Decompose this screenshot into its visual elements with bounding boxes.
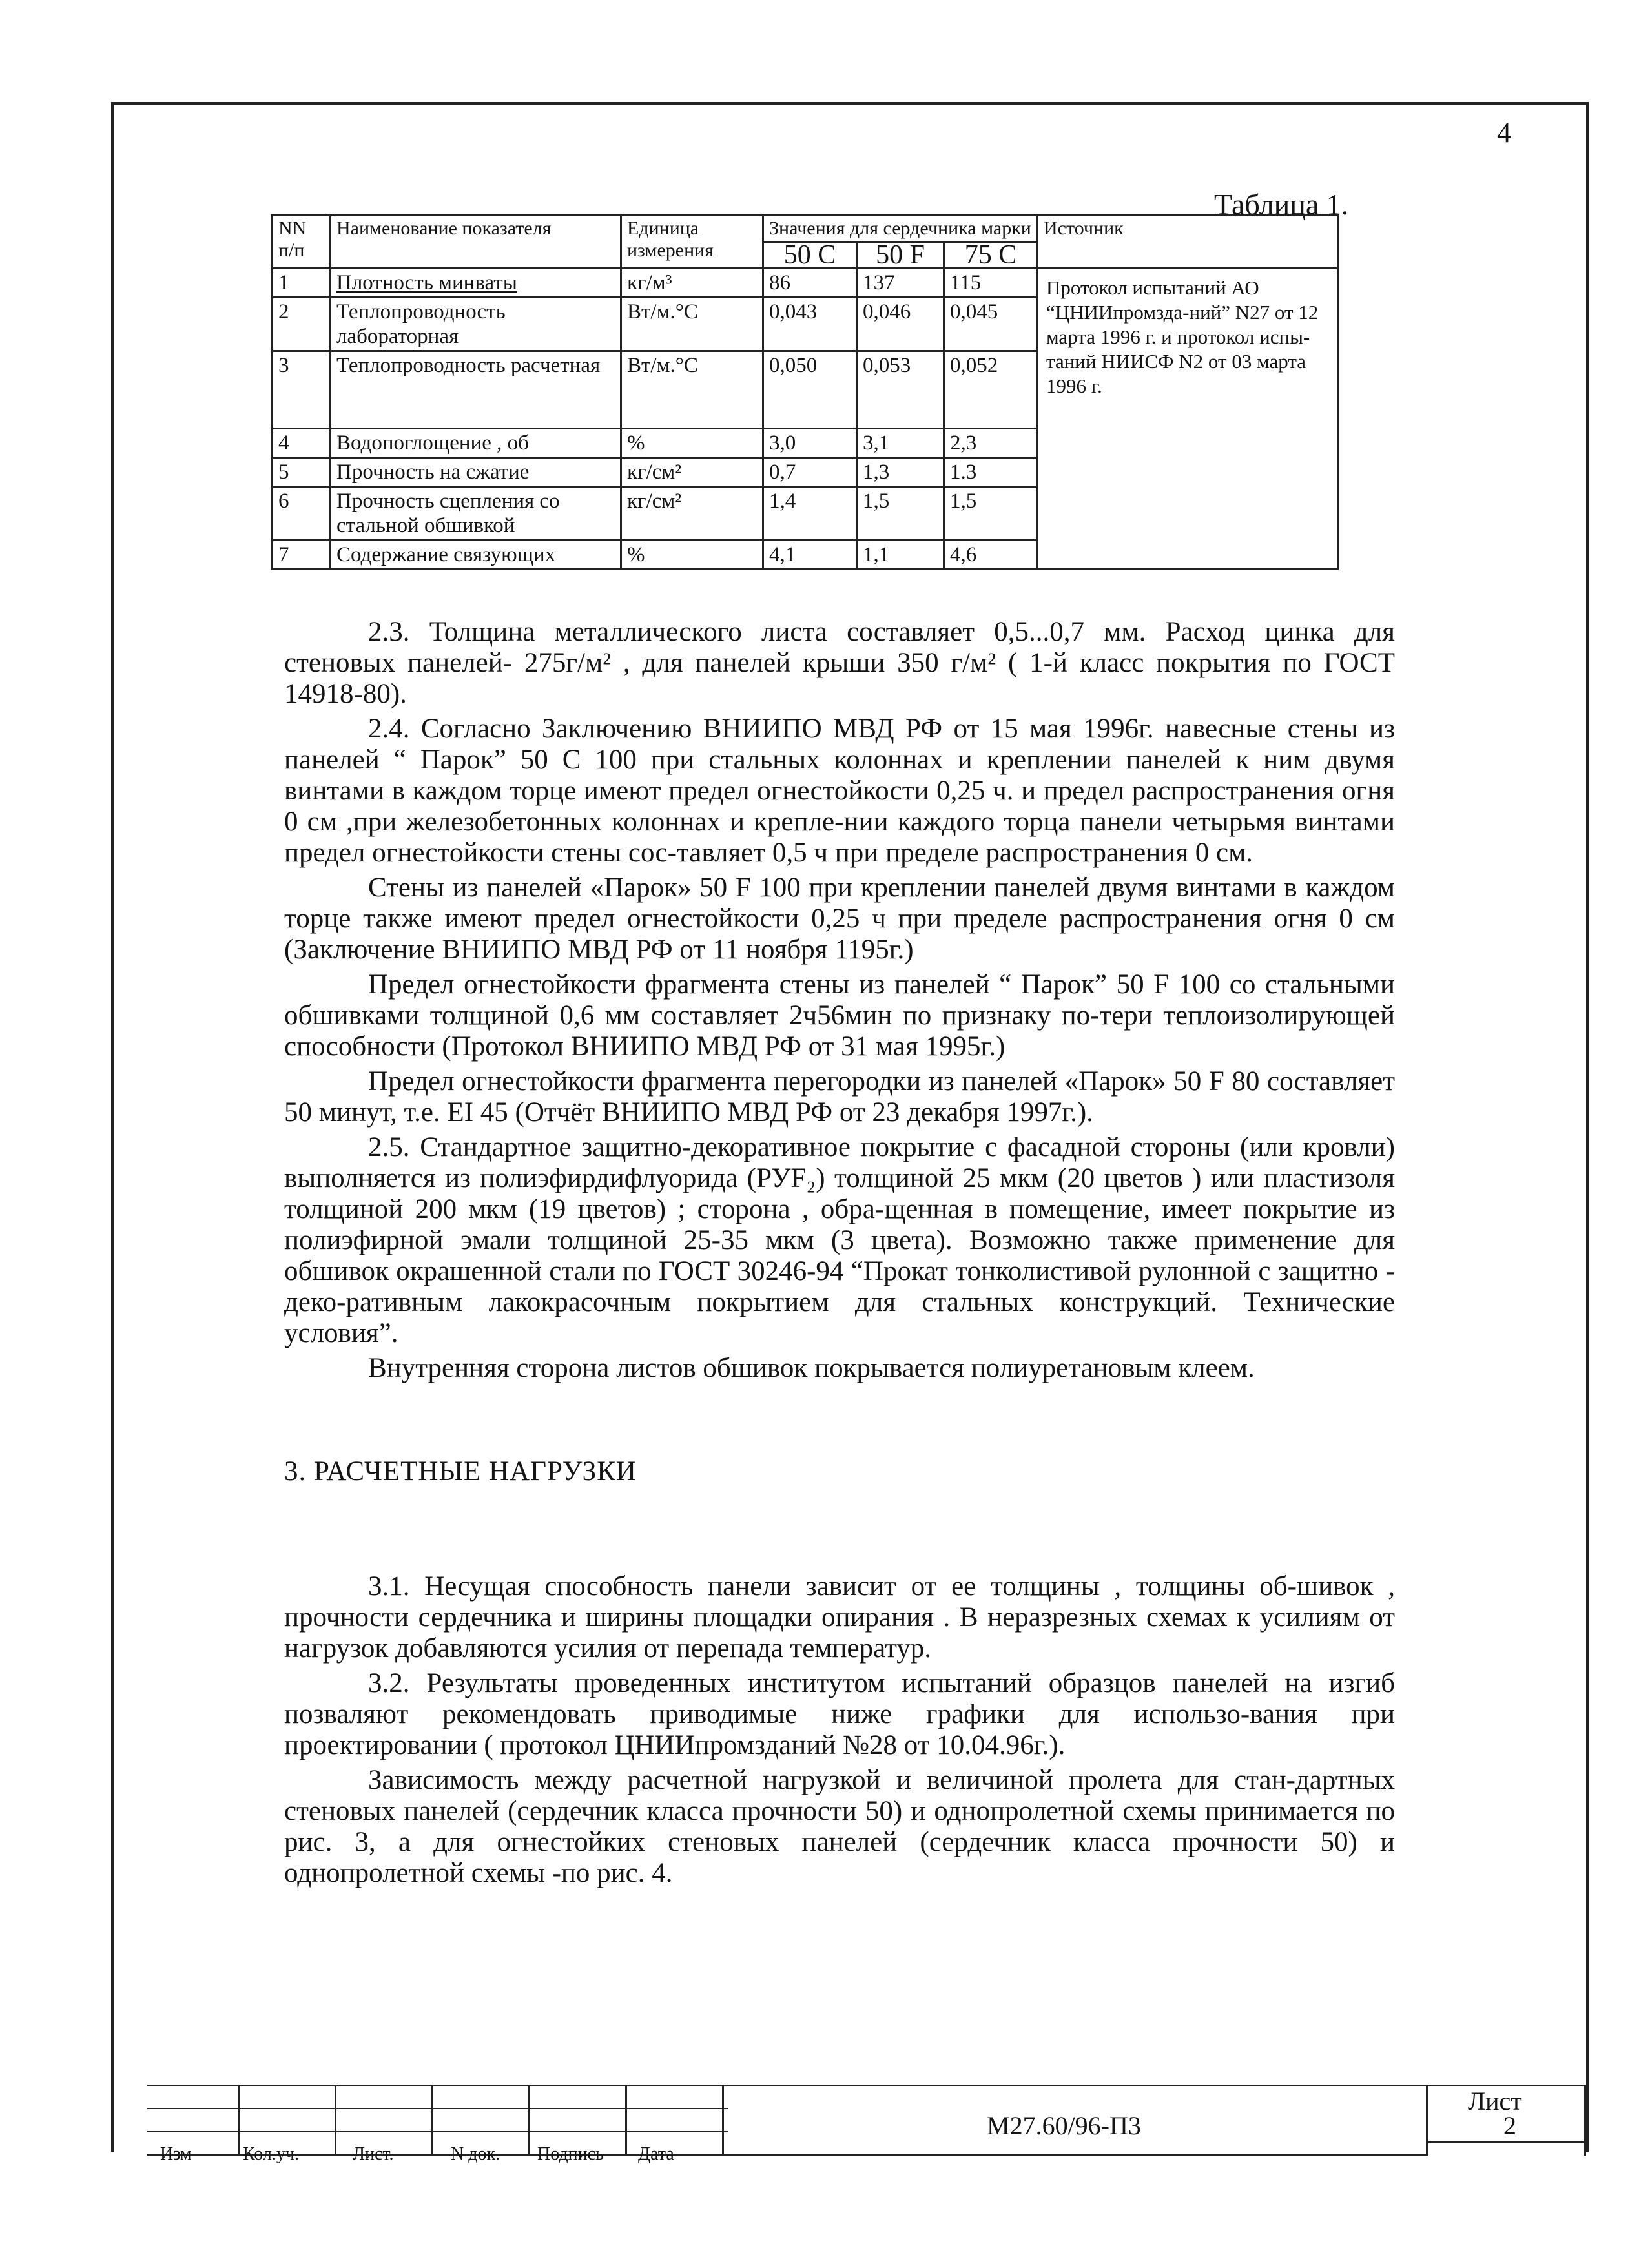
table-caption: Таблица 1.	[1214, 188, 1349, 221]
paragraph-2-4-c: Предел огнестойкости фрагмента стены из панелей “ Парок” 50 F 100 со стальными обшивками толщиной 0,6 мм составляет 2ч56мин по признаку по-тери теплоизолирующей способности (Протокол ВНИИПО МВД РФ от 31 мая 1995г.)	[284, 969, 1395, 1062]
stamp-label-list: Лист.	[353, 2144, 394, 2164]
header-values: Значения для сердечника марки	[763, 216, 1038, 242]
body-text	[284, 617, 1395, 1893]
stamp-label-kol: Кол.уч.	[243, 2144, 299, 2164]
paragraph-2-4-d: Предел огнестойкости фрагмента перегородки из панелей «Парок» 50 F 80 составляет 50 минут, т.е. EI 45 (Отчёт ВНИИПО МВД РФ от 23 декабря 1997г.).	[284, 1066, 1395, 1128]
row-value: 3,1	[857, 429, 944, 458]
row-name: Прочность на сжатие	[331, 458, 621, 487]
row-unit: %	[621, 429, 763, 458]
row-value: 0,053	[857, 351, 944, 429]
row-unit: Вт/м.°C	[621, 298, 763, 351]
row-value: 1.3	[944, 458, 1038, 487]
document-code: М27.60/96-П3	[987, 2111, 1141, 2140]
row-num: 6	[273, 487, 331, 541]
row-name: Прочность сцепления со стальной обшивкой	[331, 487, 621, 541]
row-value: 0,050	[763, 351, 857, 429]
stamp-divider	[431, 2085, 433, 2156]
mark-75c: 75 C	[944, 242, 1038, 269]
mark-50c: 50 C	[763, 242, 857, 269]
stamp-line	[147, 2154, 1426, 2156]
stamp-label-podpis: Подпись	[537, 2144, 604, 2164]
row-value: 86	[763, 269, 857, 298]
paragraph-2-3: 2.3. Толщина металлического листа составляет 0,5...0,7 мм. Расход цинка для стеновых панелей- 275г/м² , для панелей крыши 350 г/м² ( 1-й класс покрытия по ГОСТ 14918-80).	[284, 617, 1395, 709]
title-block	[147, 2085, 1586, 2164]
row-name: Водопоглощение , об	[331, 429, 621, 458]
row-value: 4,6	[944, 541, 1038, 570]
row-value: 1,5	[944, 487, 1038, 541]
sheet-label: Лист	[1468, 2087, 1522, 2116]
row-value: 0,7	[763, 458, 857, 487]
table-source: Протокол испытаний АО “ЦНИИпромзда-ний” N27 от 12 марта 1996 г. и протокол испы-таний НИИСФ N2 от 03 марта 1996 г.	[1038, 269, 1338, 570]
paragraph-2-4: 2.4. Согласно Заключению ВНИИПО МВД РФ от 15 мая 1996г. навесные стены из панелей “ Парок” 50 С 100 при стальных колоннах и креплении панелей к ним двумя винтами в каждом торце имеют предел огнестойкости 0,25 ч. и предел распространения огня 0 см ,при железобетонных колоннах и крепле-нии каждого торца панели четырьмя винтами предел огнестойкости стены сос-тавляет 0,5 ч при пределе распространения 0 см.	[284, 714, 1395, 868]
paragraph-2-5-b: Внутренняя сторона листов обшивок покрывается полиуретановым клеем.	[368, 1353, 1255, 1383]
stamp-divider	[238, 2085, 240, 2156]
row-num: 3	[273, 351, 331, 429]
row-num: 2	[273, 298, 331, 351]
stamp-line	[147, 2085, 1586, 2086]
row-value: 0,052	[944, 351, 1038, 429]
paragraph-3-2-b: Зависимость между расчетной нагрузкой и величиной пролета для стан-дартных стеновых панелей (сердечник класса прочности 50) и однопролетной схемы принимается по рис. 3, а для огнестойких стеновых панелей (сердечник класса прочности 50) и однопролетной схемы -по рис. 4.	[284, 1765, 1395, 1888]
row-value: 1,5	[857, 487, 944, 541]
mark-50f: 50 F	[857, 242, 944, 269]
paragraph-2-5: 2.5. Стандартное защитно-декоративное покрытие с фасадной стороны (или кровли) выполняется из полиэфирдифлуорида (РУF₂) толщиной 25 мкм (20 цветов ) или пластизоля толщиной 200 мкм (19 цветов) ; сторона , обра-щенная в помещение, имеет покрытие из полиэфирной эмали толщиной 25-35 мкм (3 цвета). Возможно также применение для обшивок окрашенной стали по ГОСТ 30246-94 “Прокат тонколистивой рулонной с защитно - деко-ративным лакокрасочным покрытием для стальных конструкций. Технические условия”.	[284, 1132, 1395, 1348]
row-value: 1,1	[857, 541, 944, 570]
row-unit: кг/м³	[621, 269, 763, 298]
row-unit: Вт/м.°C	[621, 351, 763, 429]
row-name: Теплопроводность расчетная	[331, 351, 621, 429]
row-num: 1	[273, 269, 331, 298]
stamp-divider	[528, 2085, 530, 2156]
stamp-divider	[1426, 2085, 1428, 2156]
stamp-divider	[722, 2085, 724, 2156]
row-num: 7	[273, 541, 331, 570]
stamp-line	[147, 2108, 728, 2109]
section-title: 3. РАСЧЕТНЫЕ НАГРУЗКИ	[284, 1456, 637, 1487]
stamp-label-data: Дата	[638, 2144, 674, 2164]
paragraph-3-1: 3.1. Несущая способность панели зависит от ее толщины , толщины об-шивок , прочности сердечника и ширины площадки опирания . В неразрезных схемах к усилиям от нагрузок добавляются усилия от перепада температур.	[284, 1571, 1395, 1664]
row-num: 5	[273, 458, 331, 487]
row-value: 1,4	[763, 487, 857, 541]
stamp-divider	[625, 2085, 627, 2156]
stamp-label-izm: Изм	[160, 2144, 192, 2164]
stamp-line	[147, 2131, 728, 2132]
table-header-row	[273, 216, 1338, 242]
row-name: Теплопроводность лабораторная	[331, 298, 621, 351]
sheet-number: 2	[1503, 2111, 1516, 2140]
row-value: 0,046	[857, 298, 944, 351]
row-num: 4	[273, 429, 331, 458]
stamp-label-ndok: N док.	[451, 2144, 500, 2164]
row-value: 137	[857, 269, 944, 298]
stamp-line	[1426, 2141, 1586, 2143]
row-name: Плотность минваты	[331, 269, 621, 298]
stamp-divider	[1584, 2085, 1586, 2156]
row-value: 0,045	[944, 298, 1038, 351]
header-unit: Единица измерения	[621, 216, 763, 269]
row-unit: %	[621, 541, 763, 570]
header-source: Источник	[1038, 216, 1338, 269]
row-unit: кг/см²	[621, 458, 763, 487]
row-value: 115	[944, 269, 1038, 298]
paragraph-2-4-b: Стены из панелей «Парок» 50 F 100 при креплении панелей двумя винтами в каждом торце также имеют предел огнестойкости 0,25 ч при пределе распространения огня 0 см (Заключение ВНИИПО МВД РФ от 11 ноября 1195г.)	[284, 872, 1395, 965]
header-name: Наименование показателя	[331, 216, 621, 269]
row-value: 4,1	[763, 541, 857, 570]
row-value: 1,3	[857, 458, 944, 487]
row-value: 2,3	[944, 429, 1038, 458]
paragraph-3-2: 3.2. Результаты проведенных институтом испытаний образцов панелей на изгиб позваляют рекомендовать приводимые ниже графики для использо-вания при проектировании ( протокол ЦНИИпромзданий №28 от 10.04.96г.).	[284, 1668, 1395, 1760]
stamp-divider	[335, 2085, 336, 2156]
row-name: Содержание связующих	[331, 541, 621, 570]
page-number: 4	[1497, 117, 1511, 149]
row-value: 3,0	[763, 429, 857, 458]
header-num: NN п/п	[273, 216, 331, 269]
properties-table	[271, 214, 1339, 570]
row-value: 0,043	[763, 298, 857, 351]
table-row	[273, 269, 1338, 298]
row-unit: кг/см²	[621, 487, 763, 541]
